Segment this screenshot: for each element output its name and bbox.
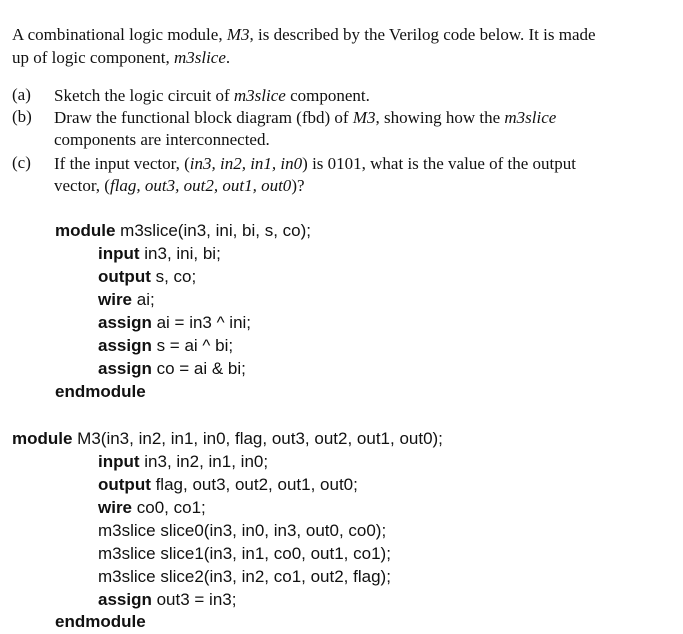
question-text: Sketch the logic circuit of m3slice component. xyxy=(54,86,370,105)
intro-line-1: A combinational logic module, M3, is described by the Verilog code below. It is made xyxy=(12,25,596,44)
code-line: output s, co; xyxy=(98,267,197,286)
code-line: m3slice slice0(in3, in0, in3, out0, co0); xyxy=(98,521,387,540)
code-line: endmodule xyxy=(55,382,146,401)
code-line: input in3, ini, bi; xyxy=(98,244,221,263)
code-line: module M3(in3, in2, in1, in0, flag, out3, out2, out1, out0); xyxy=(12,429,443,448)
intro-line-2: up of logic component, m3slice. xyxy=(12,48,231,67)
intro-paragraph xyxy=(12,23,672,69)
code-line: wire co0, co1; xyxy=(98,498,206,517)
question-label: (c) xyxy=(12,153,31,172)
code-line: input in3, in2, in1, in0; xyxy=(98,452,269,471)
code-line: wire ai; xyxy=(98,290,155,309)
code-line: assign s = ai ^ bi; xyxy=(98,336,234,355)
code-line: module m3slice(in3, ini, bi, s, co); xyxy=(55,221,312,240)
question-text: Draw the functional block diagram (fbd) of M3, showing how the m3slice components are interconnected. xyxy=(54,108,557,149)
code-line: assign ai = in3 ^ ini; xyxy=(98,313,252,332)
code-line: endmodule xyxy=(55,612,146,631)
question-text: If the input vector, (in3, in2, in1, in0) is 0101, what is the value of the output vector, (flag, out3, out2, out1, out0)? xyxy=(54,154,576,195)
code-line: output flag, out3, out2, out1, out0; xyxy=(98,475,358,494)
code-line: m3slice slice2(in3, in2, co1, out2, flag); xyxy=(98,567,391,586)
code-line: assign co = ai & bi; xyxy=(98,359,246,378)
code-line: m3slice slice1(in3, in1, co0, out1, co1); xyxy=(98,544,391,563)
question-label: (b) xyxy=(12,107,32,126)
code-line: assign out3 = in3; xyxy=(98,590,237,609)
question-label: (a) xyxy=(12,85,31,104)
